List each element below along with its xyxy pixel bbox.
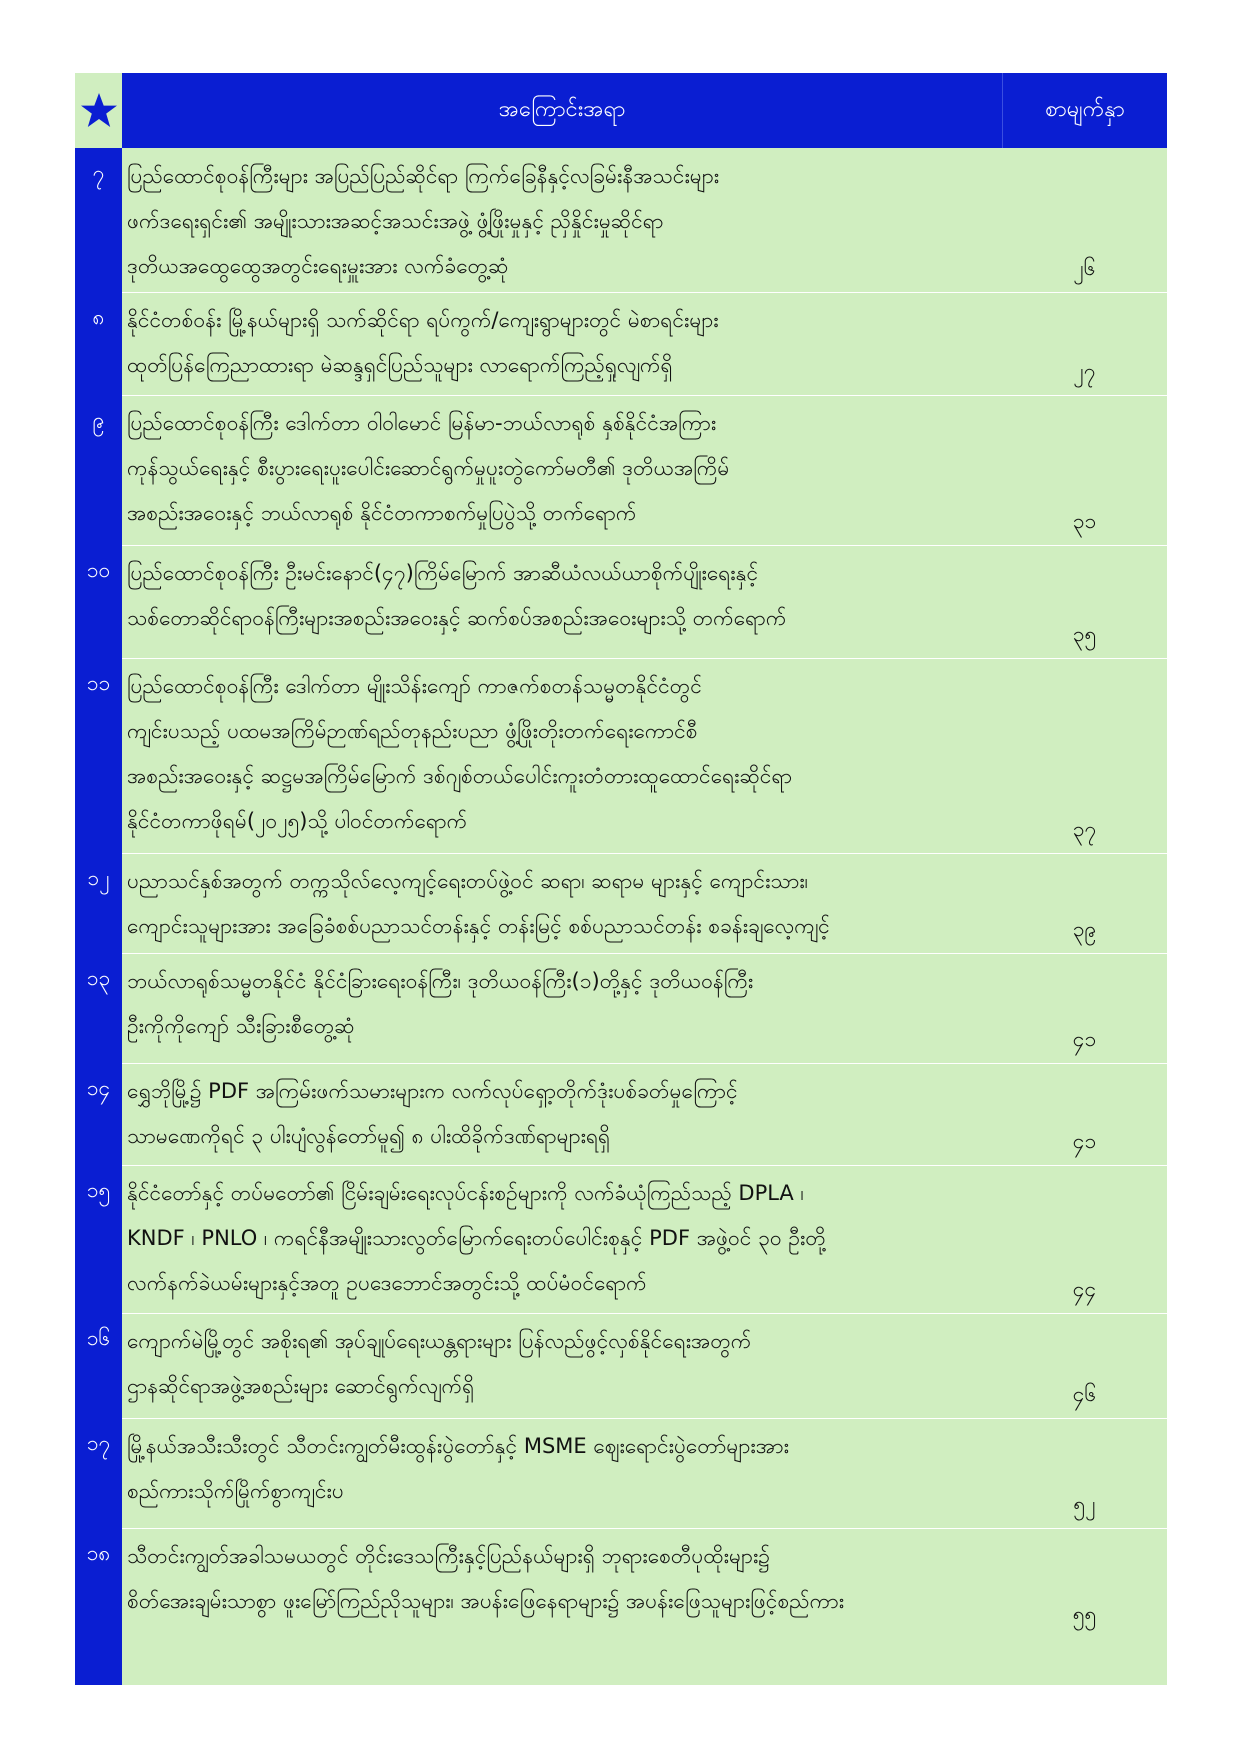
star-cell bbox=[75, 73, 122, 148]
row-title-line: ထုတ်ပြန်ကြေညာထားရာ မဲဆန္ဒရှင်ပြည်သူများ လာရောက်ကြည့်ရှုလျက်ရှိ bbox=[127, 353, 673, 377]
toc-row[interactable] bbox=[75, 292, 1167, 395]
row-title-line: ဦးကိုကိုကျော် သီးခြားစီတွေ့ဆုံ bbox=[127, 1014, 355, 1038]
row-title bbox=[127, 551, 997, 641]
row-title-line: သာမဏေကိုရင် ၃ ပါးပျံလွန်တော်မူ၍ ၈ ပါးထိခိုက်ဒဏ်ရာများရရှိ bbox=[127, 1124, 611, 1148]
row-page-number: ၅၅ bbox=[1072, 1602, 1097, 1626]
row-title-line: ရွှေဘိုမြို့၌ PDF အကြမ်းဖက်သမားများက လက်လုပ်ရှော့တိုက်ဒုံးပစ်ခတ်မှုကြောင့် bbox=[127, 1079, 738, 1103]
table-of-contents bbox=[75, 73, 1167, 1685]
row-title-line: စိတ်အေးချမ်းသာစွာ ဖူးမြော်ကြည်ညိုသူများ၊ အပန်းဖြေနေရာများ၌ အပန်းဖြေသူများဖြင့်စည်ကား bbox=[127, 1589, 845, 1613]
header-page-label: စာမျက်နှာ bbox=[1002, 73, 1167, 148]
toc-row[interactable] bbox=[75, 1165, 1167, 1313]
row-title-line: ကျင်းပသည့် ပထမအကြိမ်ဉာဏ်ရည်တုနည်းပညာ ဖွံ့ဖြိုးတိုးတက်ရေးကောင်စီ bbox=[127, 719, 698, 743]
toc-row[interactable] bbox=[75, 545, 1167, 658]
toc-row[interactable] bbox=[75, 1313, 1167, 1418]
row-title-line: ပြည်ထောင်စုဝန်ကြီး ဒေါက်တာ ဝါဝါမောင် မြန်မာ-ဘယ်လာရုစ် နှစ်နိုင်ငံအကြား bbox=[127, 411, 717, 435]
row-title bbox=[127, 298, 997, 388]
header-title: အကြောင်းအရာ bbox=[122, 73, 1002, 148]
row-title-line: ပြည်ထောင်စုဝန်ကြီးများ အပြည်ပြည်ဆိုင်ရာ ကြက်ခြေနီနှင့်လခြမ်းနီအသင်းများ bbox=[127, 164, 720, 188]
row-title-line: စည်ကားသိုက်မြိုက်စွာကျင်းပ bbox=[127, 1479, 344, 1503]
row-title bbox=[127, 1424, 997, 1514]
row-title bbox=[127, 664, 997, 844]
row-number: ၁၄ bbox=[86, 1076, 111, 1100]
row-number: ၁၁ bbox=[86, 671, 111, 695]
row-title-line: KNDF ၊ PNLO ၊ ကရင်နီအမျိုးသားလွတ်မြောက်ရေးတပ်ပေါင်းစုနှင့် PDF အဖွဲ့ဝင် ၃၀ ဦးတို့ bbox=[127, 1226, 826, 1250]
row-title-line: ဖက်ဒရေးရှင်း၏ အမျိုးသားအဆင့်အသင်းအဖွဲ့ ဖွံ့ဖြိုးမှုနှင့် ညှိနှိုင်းမှုဆိုင်ရာ bbox=[127, 209, 664, 233]
row-title-line: ကျောင်းသူများအား အခြေခံစစ်ပညာသင်တန်းနှင့် တန်းမြင့် စစ်ပညာသင်တန်း စခန်းချလေ့ကျင့် bbox=[127, 914, 830, 938]
row-title bbox=[127, 401, 997, 536]
row-title-line: နိုင်ငံတကာဖိုရမ်(၂၀၂၅)သို့ ပါဝင်တက်ရောက် bbox=[127, 809, 468, 833]
row-title-line: ဘယ်လာရုစ်သမ္မတနိုင်ငံ နိုင်ငံခြားရေးဝန်ကြီး၊ ဒုတိယဝန်ကြီး(၁)တို့နှင့် ဒုတိယဝန်ကြီး bbox=[127, 969, 754, 993]
row-title-line: အစည်းအဝေးနှင့် ဆဋ္ဌမအကြိမ်မြောက် ဒစ်ဂျစ်တယ်ပေါင်းကူးတံတားထူထောင်ရေးဆိုင်ရာ bbox=[127, 764, 793, 788]
row-page-number: ၄၄ bbox=[1072, 1277, 1097, 1301]
row-title-line: ပြည်ထောင်စုဝန်ကြီး ဦးမင်းနောင်(၄၇)ကြိမ်မြောက် အာဆီယံလယ်ယာစိုက်ပျိုးရေးနှင့် bbox=[127, 561, 759, 585]
row-number: ၈ bbox=[92, 305, 105, 329]
row-number: ၉ bbox=[92, 408, 105, 432]
row-title-line: သီတင်းကျွတ်အခါသမယတွင် တိုင်းဒေသကြီးနှင့်ပြည်နယ်များရှိ ဘုရားစေတီပုထိုးများ၌ bbox=[127, 1544, 770, 1568]
row-title-line: မြို့နယ်အသီးသီးတွင် သီတင်းကျွတ်မီးထွန်းပွဲတော်နှင့် MSME ဈေးရောင်းပွဲတော်များအား bbox=[127, 1434, 789, 1458]
star-icon bbox=[79, 91, 119, 131]
row-title-line: ဒုတိယအထွေထွေအတွင်းရေးမှူးအား လက်ခံတွေ့ဆုံ bbox=[127, 254, 509, 278]
row-page-number: ၄၆ bbox=[1072, 1382, 1097, 1406]
row-number: ၁၆ bbox=[86, 1326, 111, 1350]
row-title-line: နိုင်ငံတစ်ဝန်း မြို့နယ်များရှိ သက်ဆိုင်ရာ ရပ်ကွက်/ကျေးရွာများတွင် မဲစာရင်းများ bbox=[127, 308, 719, 332]
row-title bbox=[127, 1171, 997, 1306]
row-title bbox=[127, 1069, 997, 1159]
row-page-number: ၄၁ bbox=[1072, 1129, 1097, 1153]
row-title bbox=[127, 1534, 997, 1624]
toc-row[interactable] bbox=[75, 395, 1167, 545]
row-title-line: လက်နက်ခဲယမ်းများနှင့်အတူ ဥပဒေဘောင်အတွင်းသို့ ထပ်မံဝင်ရောက် bbox=[127, 1271, 647, 1295]
toc-row[interactable] bbox=[75, 1418, 1167, 1528]
row-title-line: ကုန်သွယ်ရေးနှင့် စီးပွားရေးပူးပေါင်းဆောင်ရွက်မှုပူးတွဲကော်မတီ၏ ဒုတိယအကြိမ် bbox=[127, 456, 730, 480]
row-title bbox=[127, 154, 997, 289]
toc-row[interactable] bbox=[75, 658, 1167, 853]
row-page-number: ၅၂ bbox=[1073, 1492, 1096, 1516]
row-title-line: ကျောက်မဲမြို့တွင် အစိုးရ၏ အုပ်ချုပ်ရေးယန္တရားများ ပြန်လည်ဖွင့်လှစ်နိုင်ရေးအတွက် bbox=[127, 1329, 752, 1353]
row-title-line: သစ်တောဆိုင်ရာဝန်ကြီးများအစည်းအဝေးနှင့် ဆက်စပ်အစည်းအဝေးများသို့ တက်ရောက် bbox=[127, 606, 787, 630]
row-title-line: ဌာနဆိုင်ရာအဖွဲ့အစည်းများ ဆောင်ရွက်လျက်ရှိ bbox=[127, 1374, 475, 1398]
row-page-number: ၃၉ bbox=[1072, 917, 1097, 941]
row-title-line: ပြည်ထောင်စုဝန်ကြီး ဒေါက်တာ မျိုးသိန်းကျော် ကာဇက်စတန်သမ္မတနိုင်ငံတွင် bbox=[127, 674, 702, 698]
toc-row[interactable] bbox=[75, 1063, 1167, 1165]
row-number: ၁၈ bbox=[86, 1541, 111, 1565]
row-number: ၁၃ bbox=[86, 966, 111, 990]
row-page-number: ၂၇ bbox=[1073, 359, 1096, 383]
row-number: ၁၀ bbox=[86, 558, 111, 582]
row-title-line: အစည်းအဝေးနှင့် ဘယ်လာရုစ် နိုင်ငံတကာစက်မှုပြပွဲသို့ တက်ရောက် bbox=[127, 501, 637, 525]
row-title-line: ပညာသင်နှစ်အတွက် တက္ကသိုလ်လေ့ကျင့်ရေးတပ်ဖွဲ့ဝင် ဆရာ၊ ဆရာမ များနှင့် ကျောင်းသား၊ bbox=[127, 869, 808, 893]
row-number: ၁၇ bbox=[86, 1431, 111, 1455]
row-title bbox=[127, 1319, 997, 1409]
toc-row[interactable] bbox=[75, 953, 1167, 1063]
row-page-number: ၃၅ bbox=[1072, 622, 1097, 646]
toc-row[interactable] bbox=[75, 1528, 1167, 1638]
toc-row[interactable] bbox=[75, 853, 1167, 953]
row-page-number: ၄၁ bbox=[1072, 1027, 1097, 1051]
toc-row[interactable] bbox=[75, 148, 1167, 292]
row-page-number: ၃၇ bbox=[1072, 817, 1097, 841]
row-page-number: ၃၁ bbox=[1072, 509, 1097, 533]
row-title-line: နိုင်ငံတော်နှင့် တပ်မတော်၏ ငြိမ်းချမ်းရေးလုပ်ငန်းစဉ်များကို လက်ခံယုံကြည်သည့် DPLA ၊ bbox=[127, 1181, 804, 1205]
row-title bbox=[127, 959, 997, 1049]
row-page-number: ၂၆ bbox=[1073, 256, 1096, 280]
row-number: ၁၅ bbox=[86, 1178, 111, 1202]
row-number: ၇ bbox=[92, 161, 105, 185]
row-title bbox=[127, 859, 997, 949]
row-number: ၁၂ bbox=[87, 866, 110, 890]
